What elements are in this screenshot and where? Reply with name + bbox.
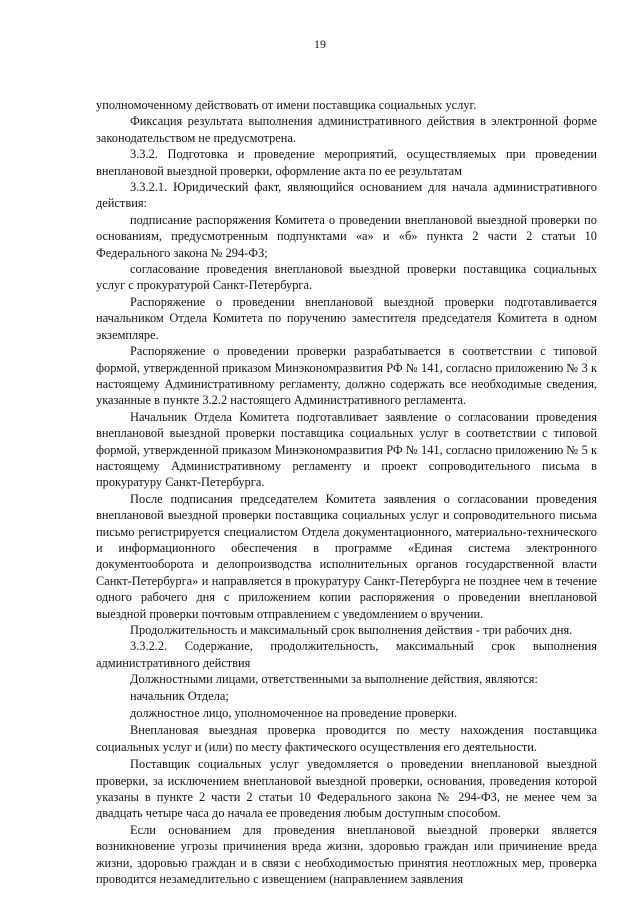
paragraph: подписание распоряжения Комитета о проведении внеплановой выездной проверки по основаниям, предусмотренным подпунктами «а» и «б» пункта 2 части 2 статьи 10 Федерального закона № 294-ФЗ; [96, 212, 597, 260]
page-number: 19 [314, 37, 326, 51]
paragraph: Продолжительность и максимальный срок выполнения действия - три рабочих дня. [130, 623, 573, 637]
paragraph: После подписания председателем Комитета заявления о согласовании проведения внеплановой выездной проверки поставщика социальных услуг и сопроводительного письма письмо регистрируется специалистом Отдела документационного, материально-технического и информационного обеспечения в программе «Единая система электронного документооборота и делопроизводства исполнительных органов государственной власти Санкт-Петербурга» и направляется в прокуратуру Санкт-Петербурга не позднее чем в течение одного рабочего дня с приложением копии распоряжения о проведении внеплановой выездной проверки почтовым отправлением с уведомлением о вручении. [96, 491, 597, 621]
paragraph: Должностными лицами, ответственными за выполнение действия, являются: [130, 672, 538, 687]
paragraph: Если основанием для проведения внеплановой выездной проверки является возникновение угрозы причинения вреда жизни, здоровью граждан или причинение вреда жизни, здоровью граждан и в связи с необходимостью принятия неотложных мер, проверка проводится незамедлительно с извещением (направлением заявления [96, 822, 597, 887]
subsection-heading: 3.3.2.2. Содержание, продолжительность, максимальный срок выполнения административного действия [96, 639, 597, 670]
list-item: начальник Отдела; [130, 688, 229, 703]
paragraph: согласование проведения внеплановой выездной проверки поставщика социальных услуг с прокуратурой Санкт-Петербурга. [96, 262, 597, 293]
paragraph: уполномоченному действовать от имени поставщика социальных услуг. [96, 98, 477, 112]
section-heading: 3.3.2. Подготовка и проведение мероприятий, осуществляемых при проведении внеплановой выездной проверки, оформление акта по ее результатам [96, 147, 597, 178]
paragraph: Фиксация результата выполнения административного действия в электронной форме законодательством не предусмотрена. [96, 114, 597, 145]
paragraph: Распоряжение о проведении внеплановой выездной проверки подготавливается начальником Отдела Комитета по поручению заместителя председателя Комитета в одном экземпляре. [96, 294, 597, 342]
subsection-heading: 3.3.2.1. Юридический факт, являющийся основанием для начала административного действия: [96, 180, 597, 211]
paragraph: Поставщик социальных услуг уведомляется о проведении внеплановой выездной проверки, за исключением внеплановой выездной проверки, основания, проведения которой указаны в пункте 2 части 2 статьи 10 Федерального закона № 294-ФЗ, не менее чем за двадцать четыре часа до начала ее проведения любым доступным способом. [96, 757, 597, 821]
paragraph: Начальник Отдела Комитета подготавливает заявление о согласовании проведения внеплановой выездной проверки поставщика социальных услуг в соответствии с типовой формой, утвержденной приказом Минэкономразвития РФ № 141, согласно приложению № 5 к настоящему Административному регламенту и проект сопроводительного письма в прокуратуру Санкт-Петербурга. [96, 409, 597, 490]
paragraph: Распоряжение о проведении проверки разрабатывается в соответствии с типовой формой, утвержденной приказом Минэкономразвития РФ № 141, согласно приложению № 3 к настоящему Административному регламенту, должно содержать все необходимые сведения, указанные в пункте 3.2.2 настоящего Административного регламента. [96, 344, 597, 408]
document-body [96, 97, 597, 888]
list-item: должностное лицо, уполномоченное на проведение проверки. [130, 706, 458, 721]
paragraph: Внеплановая выездная проверка проводится по месту нахождения поставщика социальных услуг и (или) по месту фактического осуществления его деятельности. [96, 723, 597, 754]
